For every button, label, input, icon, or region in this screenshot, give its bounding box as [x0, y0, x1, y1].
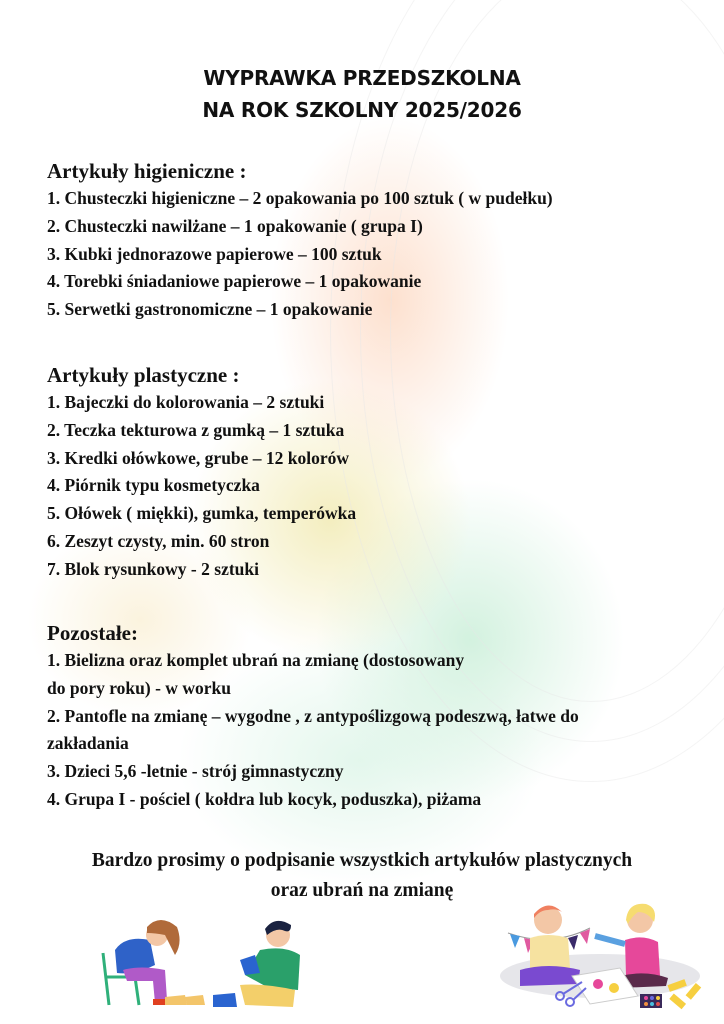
section-other — [47, 619, 579, 814]
list-item: 3. Dzieci 5,6 -letnie - strój gimnastyczny — [47, 761, 344, 782]
girl-figure — [115, 920, 205, 1005]
glue-tube-icon — [668, 979, 702, 1009]
list-item: 4. Grupa I - pościel ( kołdra lub kocyk, poduszka), piżama — [47, 788, 482, 809]
paint-palette-icon — [640, 994, 662, 1008]
list-item: do pory roku) - w worku — [47, 677, 231, 698]
closing-note — [0, 846, 724, 906]
list-item: 7. Blok rysunkowy - 2 sztuki — [47, 558, 259, 579]
title-line-1: WYPRAWKA PRZEDSZKOLNA — [203, 66, 521, 90]
list-item: 2. Pantofle na zmianę – wygodne , z antypoślizgową podeszwą, łatwe do — [47, 705, 579, 726]
section-heading: Pozostałe: — [47, 621, 138, 645]
closing-line-2: oraz ubrań na zmianę — [270, 880, 454, 901]
section-art-supplies — [47, 361, 356, 584]
list-item: 3. Kredki ołówkowe, grube – 12 kolorów — [47, 447, 350, 468]
boy-figure — [213, 921, 300, 1007]
list-item: 3. Kubki jednorazowe papierowe – 100 sztuk — [47, 243, 382, 264]
list-item: 6. Zeszyt czysty, min. 60 stron — [47, 530, 270, 551]
children-doing-crafts-illustration — [490, 898, 710, 1013]
title-line-2: NA ROK SZKOLNY 2025/2026 — [202, 98, 522, 122]
list-item: 2. Chusteczki nawilżane – 1 opakowanie ( grupa I) — [47, 215, 423, 236]
list-item: 1. Bielizna oraz komplet ubrań na zmianę (dostosowany — [47, 650, 465, 670]
list-item: 4. Piórnik typu kosmetyczka — [47, 475, 260, 496]
children-putting-on-shoes-illustration — [95, 915, 315, 1015]
closing-line-1: Bardzo prosimy o podpisanie wszystkich artykułów plastycznych — [91, 850, 633, 871]
list-item: 1. Bajeczki do kolorowania – 2 sztuki — [47, 392, 325, 412]
list-item: 1. Chusteczki higieniczne – 2 opakowania po 100 sztuk ( w pudełku) — [47, 188, 553, 208]
list-item: 5. Ołówek ( miękki), gumka, temperówka — [47, 503, 357, 524]
section-hygiene — [47, 157, 553, 324]
section-heading: Artykuły plastyczne : — [47, 363, 240, 387]
document-title — [0, 62, 724, 126]
list-item: 4. Torebki śniadaniowe papierowe – 1 opakowanie — [47, 271, 422, 292]
list-item: 2. Teczka tekturowa z gumką – 1 sztuka — [47, 419, 345, 440]
list-item: 5. Serwetki gastronomiczne – 1 opakowanie — [47, 299, 373, 320]
list-item: zakładania — [47, 733, 129, 754]
section-heading: Artykuły higieniczne : — [47, 159, 247, 183]
